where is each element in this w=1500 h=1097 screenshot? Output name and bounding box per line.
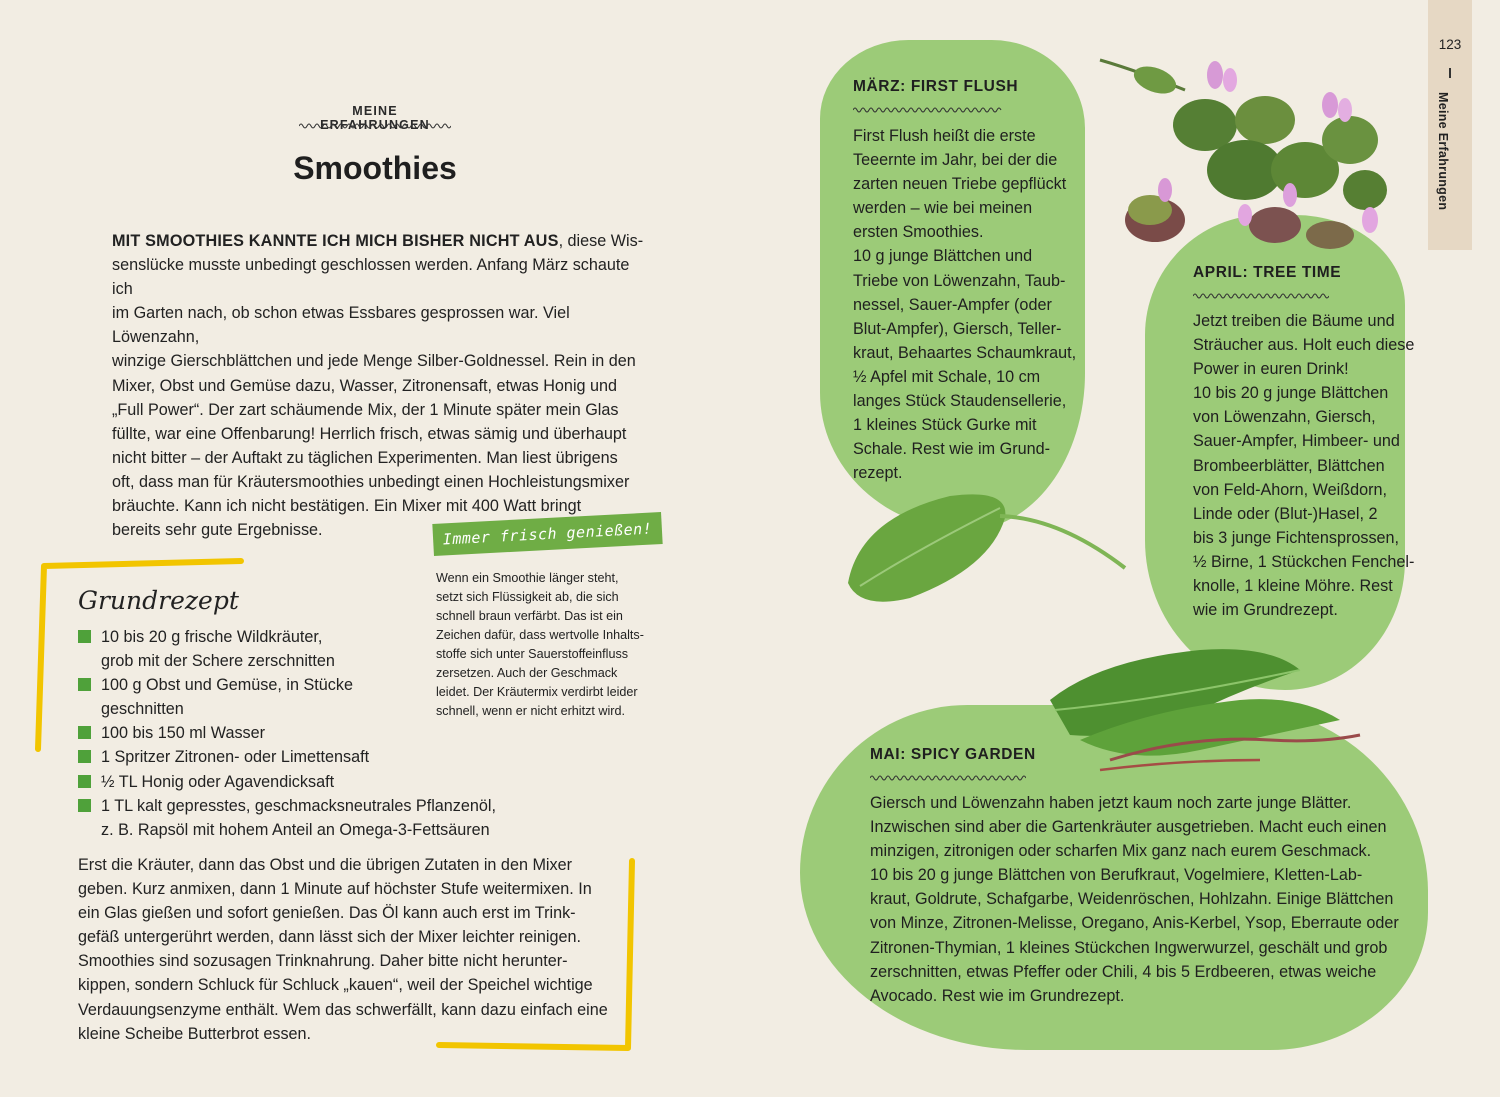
april-line: von Löwenzahn, Giersch, (1193, 408, 1376, 427)
ingredient-line: 100 g Obst und Gemüse, in Stücke (101, 676, 353, 695)
ingredient-line: ½ TL Honig oder Agavendicksaft (101, 772, 335, 791)
ingredient-list (78, 625, 518, 842)
tip-banner-label: Immer frisch genießen! (442, 519, 653, 549)
ingredient-line: 10 bis 20 g frische Wildkräuter, (101, 628, 323, 646)
may-line: Giersch und Löwenzahn haben jetzt kaum noch zarte junge Blätter. (870, 794, 1352, 812)
march-line: nessel, Sauer-Ampfer (oder (853, 295, 1052, 314)
april-line: bis 3 junge Fichtensprossen, (1193, 528, 1400, 547)
ingredient-line: 100 bis 150 ml Wasser (101, 724, 266, 743)
may-line: minzigen, zitronigen oder scharfen Mix ganz nach eurem Geschmack. (870, 842, 1372, 861)
intro-paragraph (112, 229, 648, 542)
april-text (1193, 309, 1418, 622)
recipe-method (78, 853, 618, 1046)
bullet-square-icon (78, 726, 91, 739)
intro-line: im Garten nach, ob schon etwas Essbares gesprossen war. Viel Löwenzahn, (112, 304, 570, 347)
dead-nettle-plant-image (1095, 50, 1395, 250)
may-heading-wave (870, 774, 1026, 782)
method-line: Erst die Kräuter, dann das Obst und die übrigen Zutaten in den Mixer (78, 856, 573, 874)
april-line: 10 bis 20 g junge Blättchen (1193, 384, 1389, 403)
april-line: Power in euren Drink! (1193, 360, 1349, 379)
bullet-square-icon (78, 678, 91, 691)
march-line: werden – wie bei meinen (853, 199, 1033, 218)
april-line: ½ Birne, 1 Stückchen Fenchel- (1193, 552, 1415, 571)
intro-line: bereits sehr gute Ergebnisse. (112, 521, 323, 540)
ingredient-item (78, 745, 518, 769)
ingredient-line: z. B. Rapsöl mit hohem Anteil an Omega-3-Fettsäuren (101, 820, 490, 839)
march-line: Triebe von Löwenzahn, Taub- (853, 271, 1066, 290)
march-line: Teeernte im Jahr, bei der die (853, 151, 1058, 170)
march-line: Schale. Rest wie im Grund- (853, 440, 1051, 459)
ingredient-line: 1 Spritzer Zitronen- oder Limettensaft (101, 748, 370, 767)
april-line: wie im Grundrezept. (1193, 601, 1338, 620)
intro-line: Mixer, Obst und Gemüse dazu, Wasser, Zitronensaft, etwas Honig und (112, 376, 618, 395)
may-heading: MAI: SPICY GARDEN (870, 746, 1036, 763)
ingredient-item (78, 794, 518, 842)
dandelion-leaves-image (1040, 640, 1370, 780)
method-line: Smoothies sind sozusagen Trinknahrung. Daher bitte nicht herunter- (78, 952, 568, 971)
april-line: Sträucher aus. Holt euch diese (1193, 336, 1415, 355)
method-line: kippen, sondern Schluck für Schluck „kauen“, weil der Speichel wichtige (78, 976, 593, 995)
intro-line: nicht bitter – der Auftakt zu täglichen Experimenten. Man liest übrigens (112, 448, 618, 467)
chapter-side-label: Meine Erfahrungen (1436, 92, 1450, 211)
intro-line: , diese Wis- (558, 232, 644, 250)
intro-line: „Full Power“. Der zart schäumende Mix, der 1 Minute später mein Glas (112, 400, 619, 419)
intro-line: winzige Gierschblättchen und jede Menge Silber-Goldnessel. Rein in den (112, 352, 636, 371)
march-line: ersten Smoothies. (853, 223, 984, 242)
march-line: rezept. (853, 464, 903, 483)
bullet-square-icon (78, 775, 91, 788)
march-line: 1 kleines Stück Gurke mit (853, 416, 1037, 435)
page-title: Smoothies (293, 150, 457, 186)
march-heading: MÄRZ: FIRST FLUSH (853, 78, 1019, 95)
sorrel-leaf-image (840, 488, 1135, 608)
tip-line: setzt sich Flüssigkeit ab, die sich (436, 590, 619, 604)
march-line: langes Stück Staudensellerie, (853, 392, 1067, 411)
march-line: First Flush heißt die erste (853, 127, 1036, 145)
april-line: Jetzt treiben die Bäume und (1193, 312, 1395, 330)
april-line: Linde oder (Blut-)Hasel, 2 (1193, 504, 1378, 523)
method-line: gefäß untergerührt werden, dann lässt sich der Mixer leichter reinigen. (78, 928, 581, 947)
tip-line: schnell braun verfärbt. Das ist ein (436, 609, 623, 623)
tip-line: schnell, wenn er nicht erhitzt wird. (436, 704, 625, 718)
intro-line: senslücke musste unbedingt geschlossen werden. Anfang März schaute ich (112, 256, 630, 299)
march-line: kraut, Behaartes Schaumkraut, (853, 343, 1077, 362)
april-line: von Feld-Ahorn, Weißdorn, (1193, 480, 1388, 499)
may-line: Inzwischen sind aber die Gartenkräuter ausgetrieben. Macht euch einen (870, 818, 1387, 837)
march-text (853, 124, 1078, 485)
ingredient-item (78, 673, 518, 721)
ingredient-item (78, 721, 518, 745)
method-line: Verdauungsenzyme enthält. Wem das schwerfällt, kann dazu einfach eine (78, 1000, 608, 1019)
may-line: zerschnitten, etwas Pfeffer oder Chili, 4 bis 5 Erdbeeren, etwas weiche (870, 962, 1377, 981)
march-line: Blut-Ampfer), Giersch, Teller- (853, 319, 1062, 338)
march-heading-wave (853, 106, 1003, 114)
intro-line: bräuchte. Kann ich nicht bestätigen. Ein Mixer mit 400 Watt bringt (112, 497, 582, 516)
march-line: ½ Apfel mit Schale, 10 cm (853, 367, 1041, 386)
page-number-divider (1449, 68, 1451, 78)
april-line: Sauer-Ampfer, Himbeer- und (1193, 432, 1400, 451)
ingredient-item (78, 770, 518, 794)
april-line: Brombeerblätter, Blättchen (1193, 456, 1385, 475)
bullet-square-icon (78, 799, 91, 812)
section-label-wave (299, 122, 451, 130)
tip-line: Zeichen dafür, dass wertvolle Inhalts- (436, 628, 644, 642)
april-heading-wave (1193, 292, 1329, 300)
bullet-square-icon (78, 630, 91, 643)
april-heading: APRIL: TREE TIME (1193, 264, 1342, 281)
bullet-square-icon (78, 750, 91, 763)
section-label: MEINE ERFAHRUNGEN (320, 104, 430, 132)
intro-line: füllte, war eine Offenbarung! Herrlich frisch, etwas sämig und überhaupt (112, 424, 627, 443)
may-line: Avocado. Rest wie im Grundrezept. (870, 986, 1125, 1005)
recipe-title: Grundrezept (78, 586, 239, 615)
tip-line: zersetzen. Auch der Geschmack (436, 666, 618, 680)
intro-line: oft, dass man für Kräutersmoothies unbedingt einen Hochleistungsmixer (112, 472, 630, 491)
ingredient-line: geschnitten (101, 700, 184, 719)
method-line: kleine Scheibe Butterbrot essen. (78, 1024, 312, 1043)
tip-line: stoffe sich unter Sauerstoffeinfluss (436, 647, 629, 661)
ingredient-line: 1 TL kalt gepresstes, geschmacksneutrales Pflanzenöl, (101, 796, 497, 815)
march-line: zarten neuen Triebe gepflückt (853, 175, 1067, 194)
tip-line: Wenn ein Smoothie länger steht, (436, 571, 619, 585)
march-line: 10 g junge Blättchen und (853, 247, 1033, 266)
may-text (870, 791, 1410, 1008)
may-line: Zitronen-Thymian, 1 kleines Stückchen Ingwerwurzel, geschält und grob (870, 938, 1388, 957)
may-line: von Minze, Zitronen-Melisse, Oregano, Anis-Kerbel, Ysop, Eberraute oder (870, 914, 1399, 933)
method-line: geben. Kurz anmixen, dann 1 Minute auf höchster Stufe weitermixen. In (78, 880, 592, 899)
page-number: 123 (1438, 37, 1462, 52)
method-line: ein Glas gießen und sofort genießen. Das Öl kann auch erst im Trink- (78, 904, 576, 923)
ingredient-item (78, 625, 518, 673)
april-line: knolle, 1 kleine Möhre. Rest (1193, 577, 1393, 596)
may-line: 10 bis 20 g junge Blättchen von Berufkraut, Vogelmiere, Kletten-Lab- (870, 866, 1363, 885)
ingredient-line: grob mit der Schere zerschnitten (101, 652, 335, 671)
may-line: kraut, Goldrute, Schafgarbe, Weidenröschen, Hohlzahn. Einige Blättchen (870, 890, 1394, 909)
tip-line: leidet. Der Kräutermix verdirbt leider (436, 685, 638, 699)
intro-lead: MIT SMOOTHIES KANNTE ICH MICH BISHER NICHT AUS (112, 232, 559, 250)
